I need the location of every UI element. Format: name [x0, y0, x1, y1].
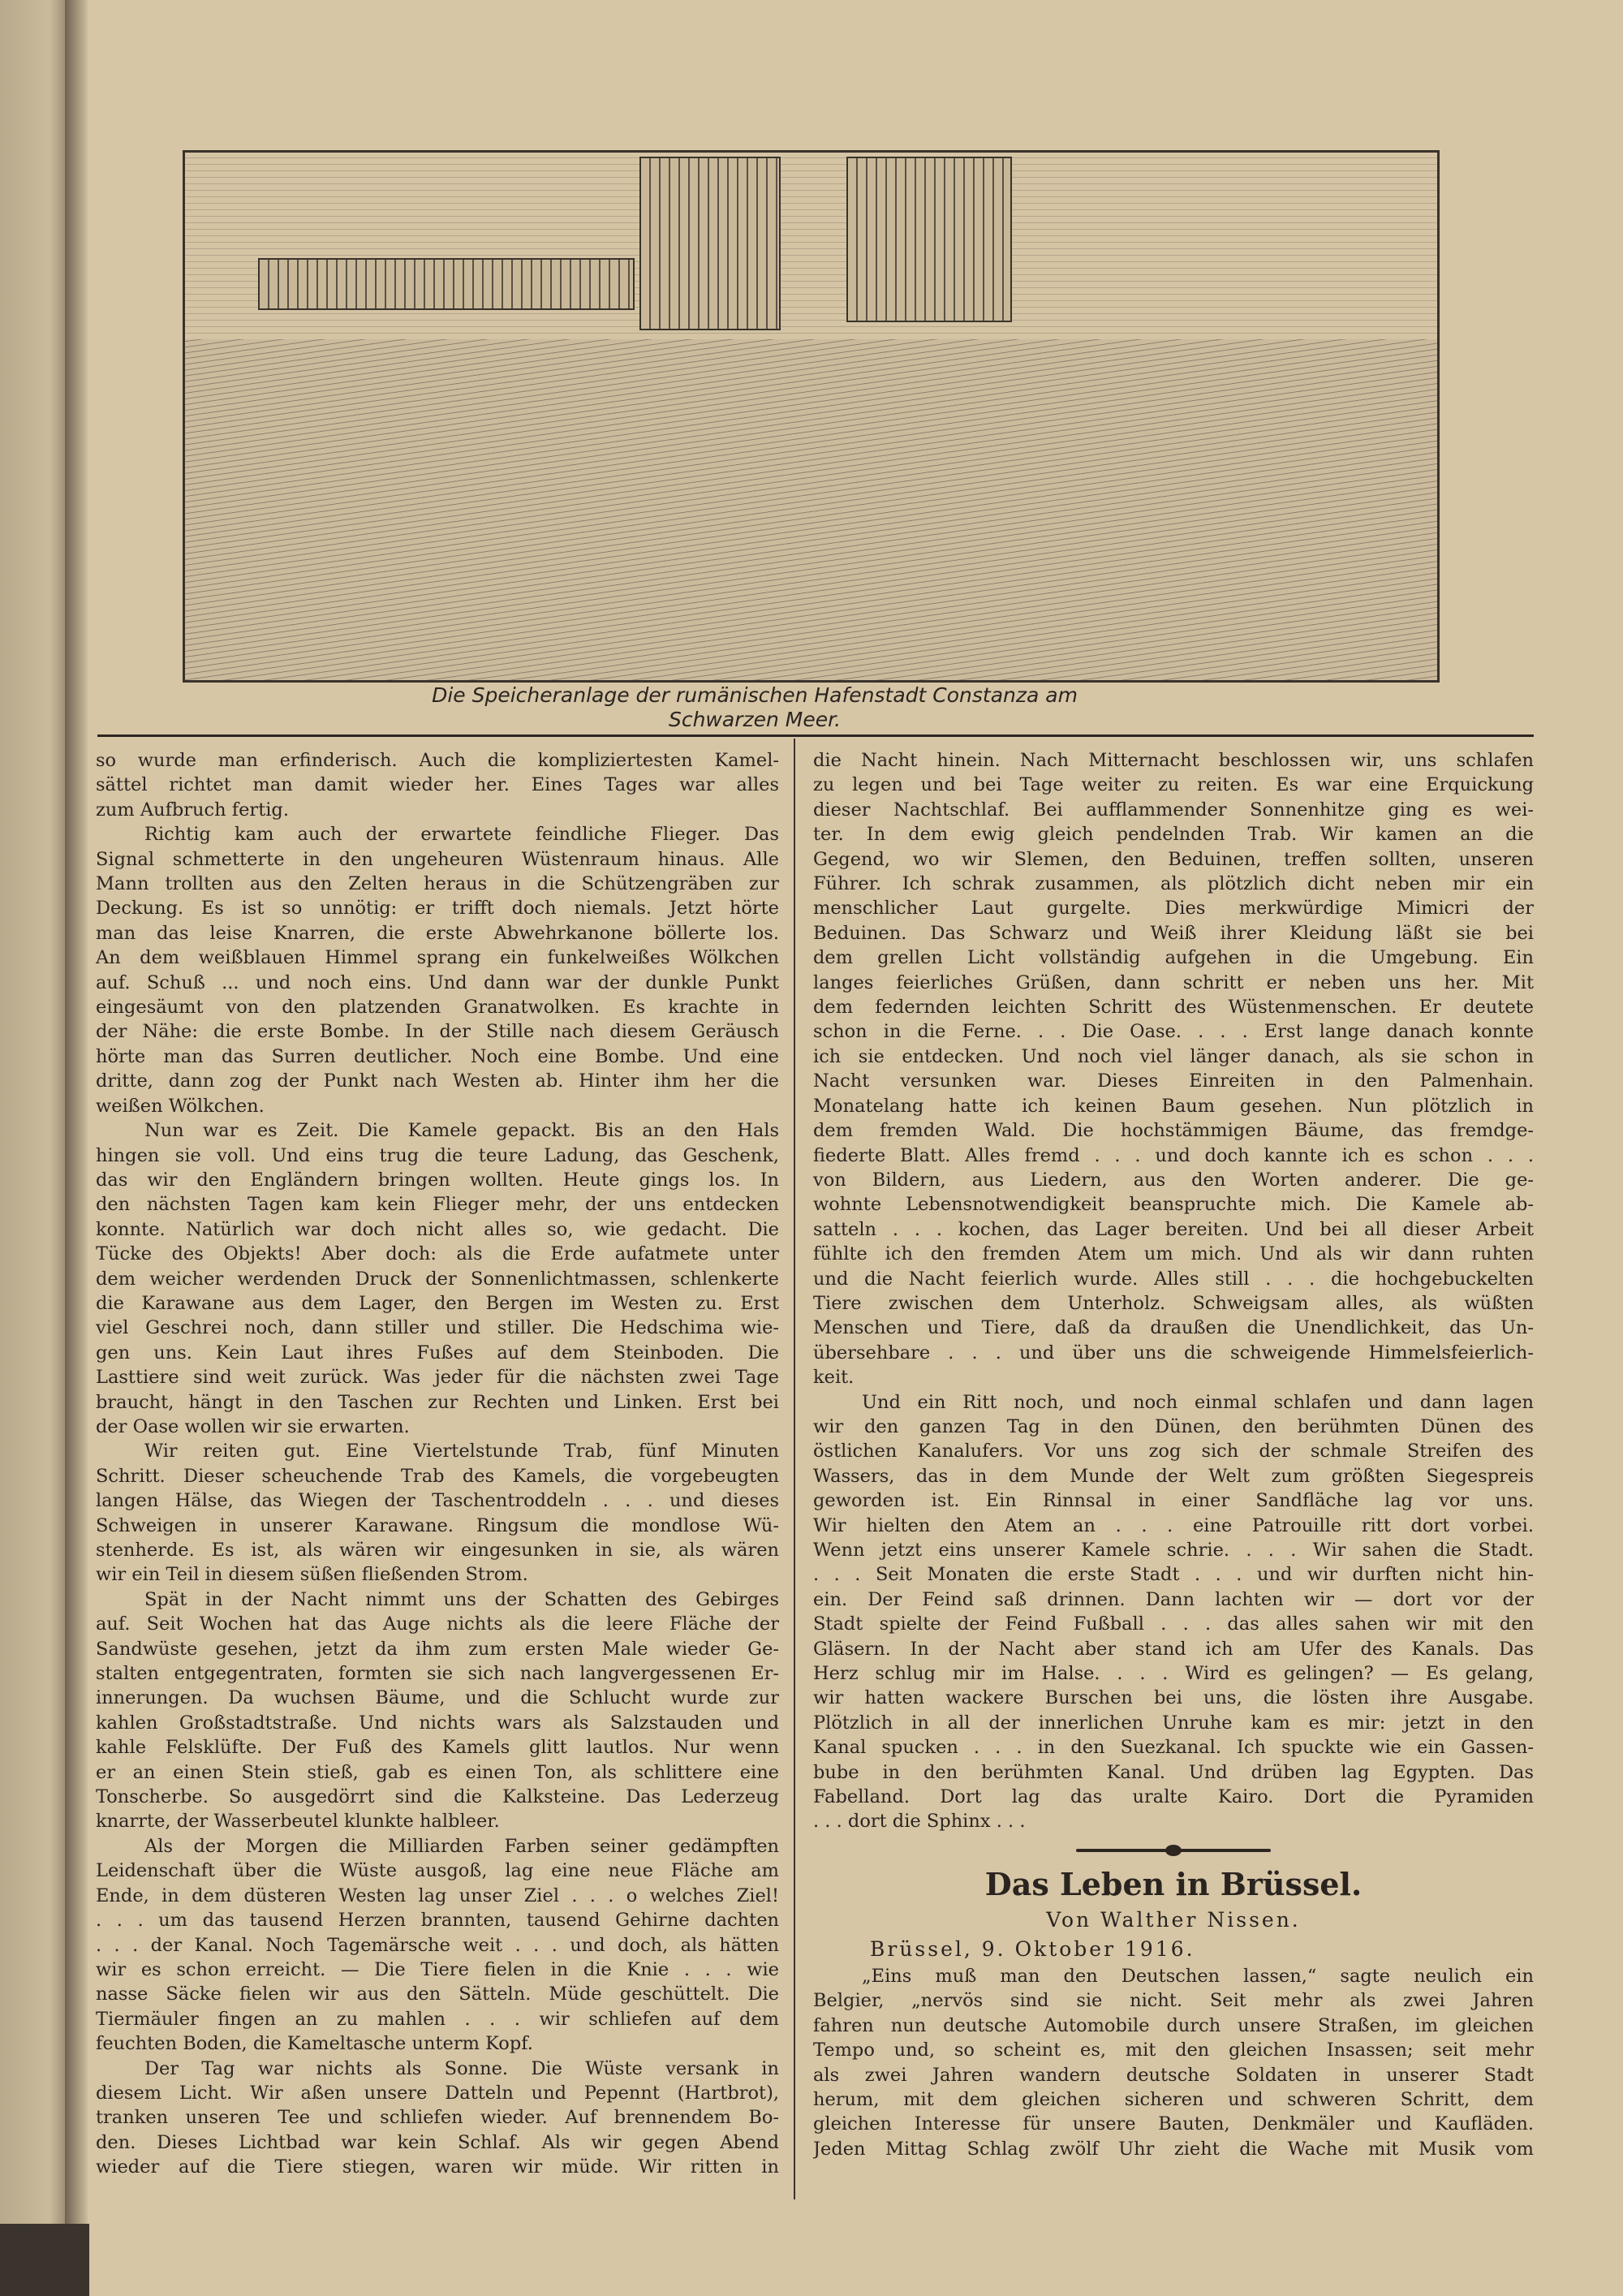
text-line: weißen Wölkchen.: [96, 1095, 265, 1117]
text-line: Tiere zwischen dem Unterholz. Schweigsam alles, als wüßten: [813, 1292, 1534, 1314]
text-line: dritte, dann zog der Punkt nach Westen ab. Hinter ihm her die: [96, 1070, 779, 1092]
text-line: wir den ganzen Tag in den Dünen, den berühmten Dünen des: [813, 1415, 1534, 1437]
text-line: Wenn jetzt eins unserer Kamele schrie. . . . Wir sahen die Stadt.: [813, 1540, 1534, 1561]
text-line: Wir hielten den Atem an . . . eine Patrouille ritt dort vorbei.: [813, 1514, 1534, 1536]
text-line: An dem weißblauen Himmel sprang ein funkelweißes Wölkchen: [96, 947, 779, 969]
article-dateline: Brüssel, 9. Oktober 1916.: [870, 1936, 1195, 1961]
article-body: [813, 1964, 1534, 2161]
text-line: Wir reiten gut. Eine Viertelstunde Trab, fünf Minuten: [144, 1441, 779, 1462]
text-line: er an einen Stein stieß, gab es einen Ton, als schlittere eine: [96, 1761, 779, 1783]
article-byline: Von Walther Nissen.: [1046, 1907, 1301, 1932]
text-line: hörte man das Surren deutlicher. Noch eine Bombe. Und eine: [96, 1045, 779, 1067]
text-line: Schweigen in unserer Karawane. Ringsum die mondlose Wü-: [96, 1514, 779, 1536]
text-line: Leidenschaft über die Wüste ausgoß, lag eine neue Fläche am: [96, 1860, 779, 1882]
text-line: der Nähe: die erste Bombe. In der Stille nach diesem Geräusch: [96, 1021, 779, 1043]
text-line: Tonscherbe. So ausgedörrt sind die Kalksteine. Das Lederzeug: [96, 1786, 779, 1808]
text-line: Stadt spielte der Feind Fußball . . . das alles sahen wir mit den: [813, 1613, 1534, 1635]
text-line: zu legen und bei Tage weiter zu reiten. Es war eine Erquickung: [813, 774, 1534, 796]
text-line: „Eins muß man den Deutschen lassen,“ sagte neulich ein: [862, 1965, 1534, 1987]
harbor-illustration: [183, 150, 1440, 683]
text-line: Fabelland. Dort lag das uralte Kairo. Dort die Pyramiden: [813, 1786, 1534, 1808]
text-line: kahle Felsklüfte. Der Fuß des Kamels glitt lautlos. Nur wenn: [96, 1737, 779, 1759]
text-line: dem federnden leichten Schritt des Wüstenmenschen. Er deutete: [813, 997, 1534, 1019]
text-line: feuchten Boden, die Kameltasche unterm Kopf.: [96, 2033, 533, 2055]
text-line: dieser Nachtschlaf. Bei aufflammender Sonnenhitze ging es wei-: [813, 799, 1534, 821]
text-line: Kanal spucken . . . in den Suezkanal. Ich spuckte wie ein Gassen-: [813, 1737, 1534, 1759]
text-line: als zwei Jahren wandern deutsche Soldaten in unserer Stadt: [813, 2064, 1534, 2086]
text-line: Gläsern. In der Nacht aber stand ich am Ufer des Kanals. Das: [813, 1638, 1534, 1660]
text-line: Jeden Mittag Schlag zwölf Uhr zieht die Wache mit Musik vom: [813, 2138, 1534, 2160]
text-line: Ende, in dem düsteren Westen lag unser Ziel . . . o welches Ziel!: [96, 1885, 779, 1906]
text-line: dem fremden Wald. Die hochstämmigen Bäume, das fremdge-: [813, 1120, 1534, 1142]
text-line: wir es schon erreicht. — Die Tiere fielen in die Knie . . . wie: [96, 1958, 779, 1980]
text-line: . . . Seit Monaten die erste Stadt . . . und wir durften nicht hin-: [813, 1564, 1534, 1586]
text-line: Gegend, wo wir Slemen, den Beduinen, treffen sollten, unseren: [813, 848, 1534, 870]
scan-background: [0, 2224, 89, 2296]
illustration-sky: [185, 153, 1437, 339]
text-line: östlichen Kanalufers. Vor uns zog sich der schmale Streifen des: [813, 1441, 1534, 1462]
text-line: langes feierliches Grüßen, dann schritt er neben uns her. Mit: [813, 971, 1534, 993]
text-line: . . . dort die Sphinx . . .: [813, 1811, 1026, 1833]
text-line: eingesäumt von den platzenden Granatwolken. Es krachte in: [96, 997, 779, 1019]
text-line: sättel richtet man damit wieder her. Eines Tages war alles: [96, 774, 779, 796]
text-line: Menschen und Tiere, daß da draußen die Unendlichkeit, das Un-: [813, 1317, 1534, 1339]
text-line: schon in die Ferne. . . Die Oase. . . . Erst lange danach konnte: [813, 1021, 1534, 1043]
text-line: man das leise Knarren, die erste Abwehrkanone böllerte los.: [96, 922, 779, 944]
page-gutter-shadow: [65, 0, 88, 2296]
text-line: Beduinen. Das Schwarz und Weiß ihrer Kleidung läßt sie bei: [813, 922, 1534, 944]
warehouse-row: [258, 258, 635, 310]
text-line: satteln . . . kochen, das Lager bereiten. Und bei all dieser Arbeit: [813, 1218, 1534, 1240]
text-line: stalten entgegentraten, formten sie sich nach langvergessenen Er-: [96, 1663, 779, 1685]
text-line: dem grellen Licht vollständig aufgehen in die Umgebung. Ein: [813, 947, 1534, 969]
text-line: herum, mit dem gleichen sicheren und schweren Schritt, dem: [813, 2088, 1534, 2110]
text-line: Tiermäuler fingen an zu mahlen . . . wir schliefen auf dem: [96, 2008, 779, 2030]
text-line: und die Nacht feierlich wurde. Alles still . . . die hochgebuckelten: [813, 1268, 1534, 1290]
text-line: die Nacht hinein. Nach Mitternacht beschlossen wir, uns schlafen: [813, 750, 1534, 771]
text-line: Plötzlich in all der innerlichen Unruhe kam es mir: jetzt in den: [813, 1712, 1534, 1734]
text-line: wir ein Teil in diesem süßen fließenden Strom.: [96, 1564, 528, 1586]
text-line: so wurde man erfinderisch. Auch die kompliziertesten Kamel-: [96, 750, 779, 771]
text-line: Führer. Ich schrak zusammen, als plötzlich dicht neben mir ein: [813, 873, 1534, 895]
text-line: knarrte, der Wasserbeutel klunkte halbleer.: [96, 1811, 500, 1833]
granary-building-left: [639, 157, 781, 330]
text-line: Spät in der Nacht nimmt uns der Schatten des Gebirges: [144, 1588, 779, 1610]
caption-line: Schwarzen Meer.: [668, 708, 842, 731]
text-line: . . . der Kanal. Noch Tagemärsche weit . . . und doch, als hätten: [96, 1934, 779, 1956]
text-line: der Oase wollen wir sie erwarten.: [96, 1415, 410, 1437]
text-line: Monatelang hatte ich keinen Baum gesehen. Nun plötzlich in: [813, 1095, 1534, 1117]
text-line: Herz schlug mir im Halse. . . . Wird es gelingen? — Es gelang,: [813, 1663, 1534, 1685]
text-line: geworden ist. Ein Rinnsal in einer Sandfläche lag vor uns.: [813, 1490, 1534, 1512]
text-line: Deckung. Es ist so unnötig: er trifft doch niemals. Jetzt hörte: [96, 898, 779, 920]
text-line: gen uns. Kein Laut ihres Fußes auf dem Steinboden. Die: [96, 1342, 779, 1363]
text-line: konnte. Natürlich war doch nicht alles so, wie gedacht. Die: [96, 1218, 779, 1240]
text-line: Schritt. Dieser scheuchende Trab des Kamels, die vorgebeugten: [96, 1465, 779, 1487]
granary-building-right: [846, 157, 1012, 322]
text-line: den nächsten Tagen kam kein Flieger mehr, der uns entdecken: [96, 1194, 779, 1216]
right-column: [813, 748, 1534, 2161]
text-line: Wassers, das in dem Munde der Welt zum größten Siegespreis: [813, 1465, 1534, 1487]
ornamental-divider: [1076, 1849, 1271, 1852]
text-line: fiederte Blatt. Alles fremd . . . und doch kannte ich es schon . . .: [813, 1144, 1534, 1166]
text-line: menschlicher Laut gurgelte. Dies merkwürdige Mimicri der: [813, 898, 1534, 920]
caption-line: Die Speicheranlage der rumänischen Hafenstadt Constanza am: [432, 683, 1078, 707]
text-line: den. Dieses Lichtbad war kein Schlaf. Als wir gegen Abend: [96, 2131, 779, 2153]
text-line: ter. In dem ewig gleich pendelnden Trab. Wir kamen an die: [813, 824, 1534, 846]
text-line: keit.: [813, 1367, 855, 1389]
text-line: ein. Der Feind saß drinnen. Dann lachten wir — dort vor der: [813, 1588, 1534, 1610]
text-line: gleichen Interesse für unsere Bauten, Denkmäler und Kaufläden.: [813, 2113, 1534, 2135]
text-line: diesem Licht. Wir aßen unsere Datteln und Pepennt (Hartbrot),: [96, 2082, 779, 2104]
column-divider: [794, 739, 795, 2199]
text-line: Als der Morgen die Milliarden Farben seiner gedämpften: [144, 1835, 779, 1857]
text-line: Und ein Ritt noch, und noch einmal schlafen und dann lagen: [862, 1391, 1534, 1413]
text-line: bube in den berühmten Kanal. Und drüben lag Egypten. Das: [813, 1761, 1534, 1783]
text-line: Sandwüste gesehen, jetzt da ihm zum ersten Male wieder Ge-: [96, 1638, 779, 1660]
text-line: Belgier, „nervös sind sie nicht. Seit mehr als zwei Jahren: [813, 1990, 1534, 2012]
text-line: hingen sie voll. Und eins trug die teure Ladung, das Geschenk,: [96, 1144, 779, 1166]
article-title: Das Leben in Brüssel.: [984, 1865, 1363, 1902]
text-line: stenherde. Es ist, als wären wir eingesunken in sie, als wären: [96, 1540, 779, 1561]
text-line: Tücke des Objekts! Aber doch: als die Erde aufatmete unter: [96, 1243, 779, 1265]
text-line: zum Aufbruch fertig.: [96, 799, 289, 821]
text-line: ich sie entdecken. Und noch viel länger danach, als sie schon in: [813, 1045, 1534, 1067]
text-line: Nacht versunken war. Dieses Einreiten in den Palmenhain.: [813, 1070, 1534, 1092]
text-line: Nun war es Zeit. Die Kamele gepackt. Bis an den Hals: [144, 1120, 779, 1142]
text-line: auf. Schuß ... und noch eins. Und dann war der dunkle Punkt: [96, 971, 779, 993]
text-line: . . . um das tausend Herzen brannten, tausend Gehirne dachten: [96, 1910, 779, 1932]
text-line: Der Tag war nichts als Sonne. Die Wüste versank in: [144, 2057, 779, 2079]
text-line: kahlen Großstadtstraße. Und nichts wars als Salzstauden und: [96, 1712, 779, 1734]
text-line: wir hatten wackere Burschen bei uns, die lösten ihre Ausgabe.: [813, 1687, 1534, 1709]
text-line: Mann trollten aus den Zelten heraus in die Schützengräben zur: [96, 873, 779, 895]
text-line: viel Geschrei noch, dann stiller und stiller. Die Hedschima wie-: [96, 1317, 779, 1339]
text-line: fühlte ich den fremden Atem um mich. Und als wir dann ruhten: [813, 1243, 1534, 1265]
text-line: Lasttiere sind weit zurück. Was jeder für die nächsten zwei Tage: [96, 1367, 779, 1389]
text-line: auf. Seit Wochen hat das Auge nichts als die leere Fläche der: [96, 1613, 779, 1635]
text-line: dem weicher werdenden Druck der Sonnenlichtmassen, schlenkerte: [96, 1268, 779, 1290]
text-line: übersehbare . . . und über uns die schweigende Himmelsfeierlich-: [813, 1342, 1534, 1363]
text-line: langen Hälse, das Wiegen der Taschentroddeln . . . und dieses: [96, 1490, 779, 1512]
text-line: von Bildern, aus Liedern, aus den Worten anderer. Die ge-: [813, 1169, 1534, 1191]
text-line: fahren nun deutsche Automobile durch unsere Straßen, im gleichen: [813, 2014, 1534, 2036]
previous-page-edge: [0, 0, 71, 2296]
text-line: wohnte Lebensnotwendigkeit beanspruchte mich. Die Kamele ab-: [813, 1194, 1534, 1216]
text-line: braucht, hängt in den Taschen zur Rechten und Linken. Erst bei: [96, 1391, 779, 1413]
text-line: Tempo und, so scheint es, mit den gleichen Insassen; seit mehr: [813, 2040, 1534, 2061]
text-line: Signal schmetterte in den ungeheuren Wüstenraum hinaus. Alle: [96, 848, 779, 870]
text-line: die Karawane aus dem Lager, den Bergen im Westen zu. Erst: [96, 1292, 779, 1314]
article-continued: [813, 748, 1534, 1834]
text-line: innerungen. Da wuchsen Bäume, und die Schlucht wurde zur: [96, 1687, 779, 1709]
text-line: wieder auf die Tiere stiegen, waren wir müde. Wir ritten in: [96, 2156, 779, 2178]
text-line: Richtig kam auch der erwartete feindliche Flieger. Das: [144, 824, 779, 846]
section-rule: [97, 734, 1534, 737]
text-line: das wir den Engländern bringen wollten. Heute gings los. In: [96, 1169, 779, 1191]
text-line: nasse Säcke fielen wir aus den Sätteln. Müde geschüttelt. Die: [96, 1984, 779, 2005]
text-line: tranken unseren Tee und schliefen wieder. Auf brennendem Bo-: [96, 2107, 779, 2129]
left-column: [96, 748, 779, 2180]
figure-caption: [268, 683, 1242, 732]
